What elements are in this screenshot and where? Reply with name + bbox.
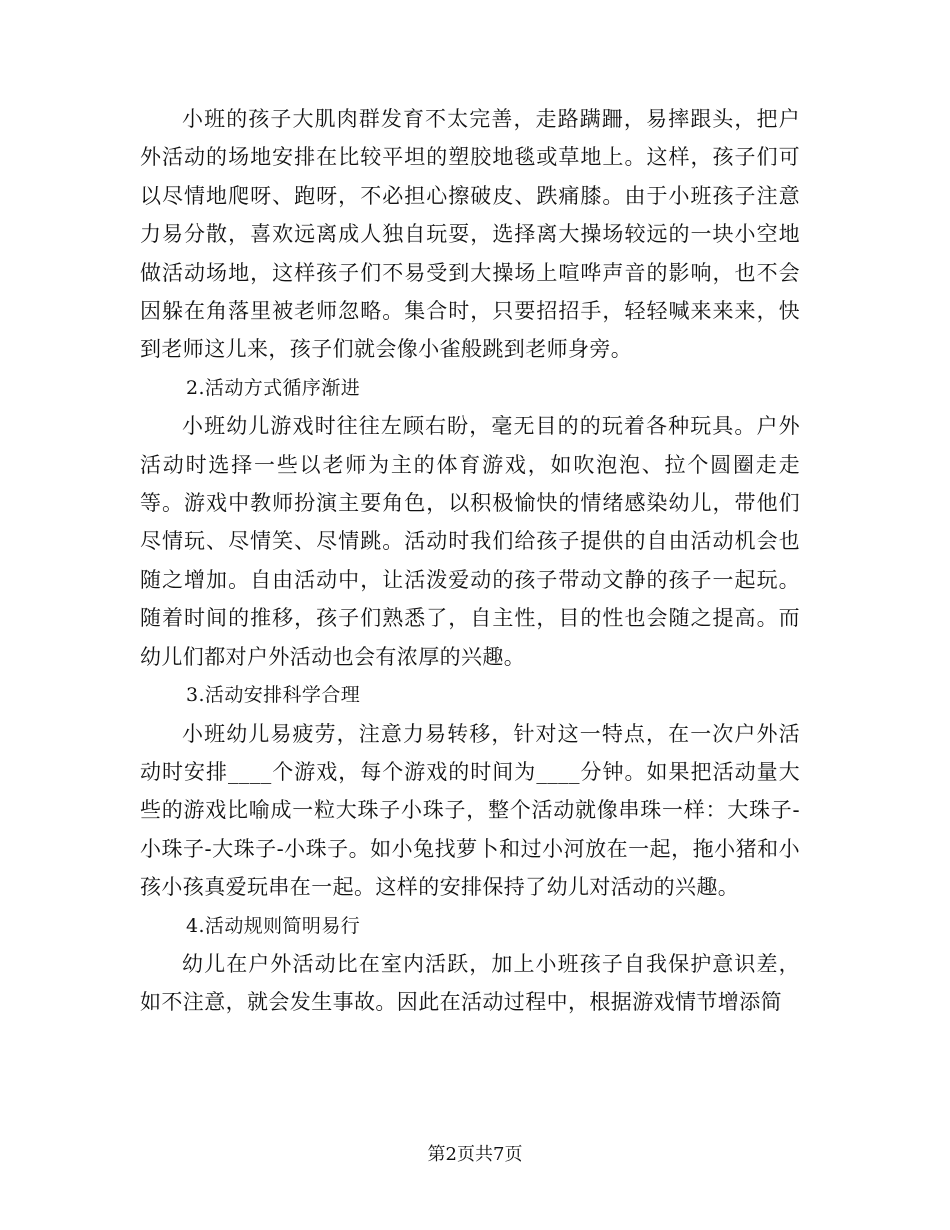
section-heading-4: 4.活动规则简明易行 — [186, 914, 361, 937]
section-heading-3: 3.活动安排科学合理 — [186, 684, 361, 707]
page-number-footer: 第2页共7页 — [427, 1144, 523, 1165]
paragraph-activity-rules: 幼儿在户外活动比在室内活跃，加上小班孩子自我保护意识差，如不注意，就会发生事故。因此在活动过程中，根据游戏情节增添简 — [140, 951, 800, 1015]
paragraph-activity-method: 小班幼儿游戏时往往左顾右盼，毫无目的的玩着各种玩具。户外活动时选择一些以老师为主的体育游戏，如吹泡泡、拉个圆圈走走等。游戏中教师扮演主要角色，以积极愉快的情绪感染幼儿，带他们尽情玩、尽情笑、尽情跳。活动时我们给孩子提供的自由活动机会也随之增加。自由活动中，让活泼爱动的孩子带动文静的孩子一起玩。随着时间的推移，孩子们熟悉了，自主性，目的性也会随之提高。而幼儿们都对户外活动也会有浓厚的兴趣。 — [140, 414, 800, 669]
section-heading-2: 2.活动方式循序渐进 — [186, 376, 361, 399]
document-body — [140, 100, 800, 1022]
paragraph-outdoor-venue: 小班的孩子大肌肉群发育不太完善，走路蹒跚，易摔跟头，把户外活动的场地安排在比较平坦的塑胶地毯或草地上。这样，孩子们可以尽情地爬呀、跑呀，不必担心擦破皮、跌痛膝。由于小班孩子注意力易分散，喜欢远离成人独自玩耍，选择离大操场较远的一块小空地做活动场地，这样孩子们不易受到大操场上喧哗声音的影响，也不会因躲在角落里被老师忽略。集合时，只要招招手，轻轻喊来来来，快到老师这儿来，孩子们就会像小雀般跳到老师身旁。 — [140, 107, 800, 362]
paragraph-activity-arrangement: 小班幼儿易疲劳，注意力易转移，针对这一特点，在一次户外活动时安排____个游戏，每个游戏的时间为____分钟。如果把活动量大些的游戏比喻成一粒大珠子小珠子，整个活动就像串珠一样：大珠子-小珠子-大珠子-小珠子。如小兔找萝卜和过小河放在一起，拖小猪和小孩小孩真爱玩串在一起。这样的安排保持了幼儿对活动的兴趣。 — [140, 721, 800, 900]
